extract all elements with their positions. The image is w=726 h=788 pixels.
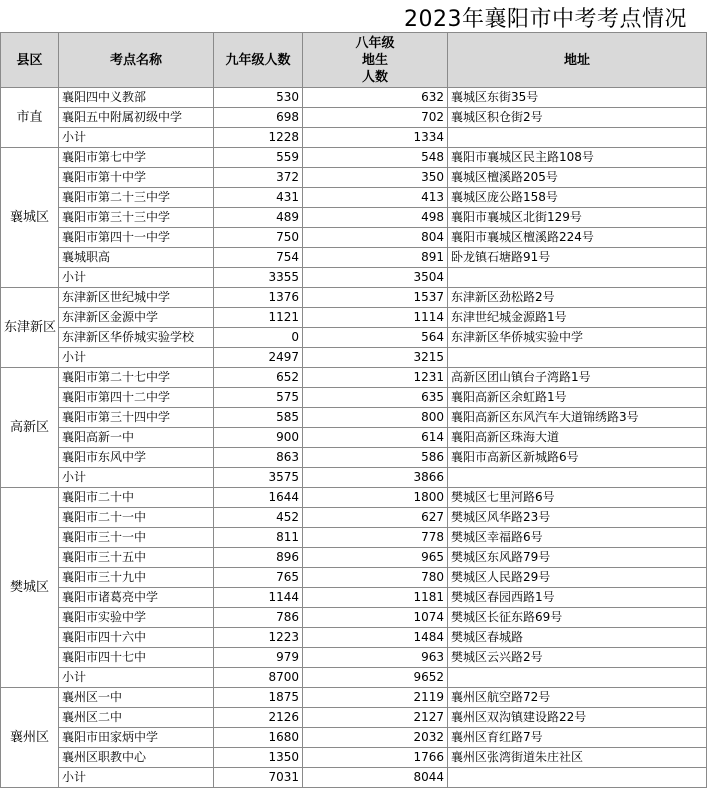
table-row: [1, 408, 707, 428]
subtotal-label: 小计: [59, 768, 214, 788]
site-name-cell: 襄州区二中: [59, 708, 214, 728]
table-row: [1, 208, 707, 228]
right-edge-column: [706, 32, 726, 788]
address-cell: 襄城区积仓街2号: [448, 108, 707, 128]
grade8-cell: 350: [303, 168, 448, 188]
site-name-cell: 襄州区职教中心: [59, 748, 214, 768]
grade8-cell: 702: [303, 108, 448, 128]
header-grade9: 九年级人数: [214, 33, 303, 88]
site-name-cell: 襄阳市三十九中: [59, 568, 214, 588]
grade9-cell: 559: [214, 148, 303, 168]
address-cell: 樊城区七里河路6号: [448, 488, 707, 508]
site-name-cell: 襄阳高新一中: [59, 428, 214, 448]
grade9-cell: 754: [214, 248, 303, 268]
table-row: [1, 228, 707, 248]
grade9-cell: 979: [214, 648, 303, 668]
address-cell: 襄阳高新区余虹路1号: [448, 388, 707, 408]
subtotal-grade9: 2497: [214, 348, 303, 368]
grade8-cell: 778: [303, 528, 448, 548]
subtotal-label: 小计: [59, 468, 214, 488]
subtotal-row: [1, 768, 707, 788]
grade8-cell: 1231: [303, 368, 448, 388]
site-name-cell: 襄阳市第四十二中学: [59, 388, 214, 408]
table-row: [1, 308, 707, 328]
grade9-cell: 811: [214, 528, 303, 548]
grade8-cell: 963: [303, 648, 448, 668]
county-cell: 东津新区: [1, 288, 59, 368]
subtotal-row: [1, 348, 707, 368]
table-row: [1, 188, 707, 208]
site-name-cell: 襄城职高: [59, 248, 214, 268]
grade8-cell: 1800: [303, 488, 448, 508]
grade9-cell: 1680: [214, 728, 303, 748]
grade9-cell: 765: [214, 568, 303, 588]
site-name-cell: 襄阳市第四十一中学: [59, 228, 214, 248]
grade8-cell: 564: [303, 328, 448, 348]
subtotal-grade8: 3866: [303, 468, 448, 488]
address-cell: 樊城区春城路: [448, 628, 707, 648]
site-name-cell: 襄阳市四十七中: [59, 648, 214, 668]
address-cell: 襄州区张湾街道朱庄社区: [448, 748, 707, 768]
header-grade8: 八年级 地生 人数: [303, 33, 448, 88]
table-row: [1, 108, 707, 128]
grade9-cell: 1644: [214, 488, 303, 508]
table-row: [1, 448, 707, 468]
table-row: [1, 588, 707, 608]
table-row: [1, 88, 707, 108]
site-name-cell: 东津新区世纪城中学: [59, 288, 214, 308]
subtotal-grade9: 3575: [214, 468, 303, 488]
grade9-cell: 863: [214, 448, 303, 468]
subtotal-row: [1, 468, 707, 488]
subtotal-address-empty: [448, 128, 707, 148]
table-row: [1, 608, 707, 628]
table-row: [1, 368, 707, 388]
grade8-cell: 1537: [303, 288, 448, 308]
grade9-cell: 431: [214, 188, 303, 208]
table-body: [1, 88, 707, 788]
table-row: [1, 488, 707, 508]
exam-site-table: [0, 32, 707, 788]
subtotal-grade9: 3355: [214, 268, 303, 288]
grade9-cell: 1144: [214, 588, 303, 608]
grade9-cell: 585: [214, 408, 303, 428]
grade8-cell: 413: [303, 188, 448, 208]
address-cell: 樊城区东风路79号: [448, 548, 707, 568]
grade9-cell: 0: [214, 328, 303, 348]
grade9-cell: 575: [214, 388, 303, 408]
address-cell: 樊城区人民路29号: [448, 568, 707, 588]
subtotal-grade9: 7031: [214, 768, 303, 788]
address-cell: 樊城区幸福路6号: [448, 528, 707, 548]
site-name-cell: 襄阳市三十一中: [59, 528, 214, 548]
site-name-cell: 襄阳五中附属初级中学: [59, 108, 214, 128]
header-row: [1, 33, 707, 88]
grade9-cell: 1223: [214, 628, 303, 648]
subtotal-row: [1, 268, 707, 288]
title-bar: [0, 0, 726, 32]
county-cell: 襄州区: [1, 688, 59, 788]
address-cell: 襄阳高新区珠海大道: [448, 428, 707, 448]
site-name-cell: 襄阳市四十六中: [59, 628, 214, 648]
address-cell: 卧龙镇石塘路91号: [448, 248, 707, 268]
subtotal-grade9: 1228: [214, 128, 303, 148]
grade8-cell: 780: [303, 568, 448, 588]
table-row: [1, 628, 707, 648]
address-cell: 襄阳市襄城区北街129号: [448, 208, 707, 228]
header-site-name: 考点名称: [59, 33, 214, 88]
grade9-cell: 652: [214, 368, 303, 388]
table-row: [1, 548, 707, 568]
address-cell: 樊城区春园西路1号: [448, 588, 707, 608]
grade9-cell: 1875: [214, 688, 303, 708]
table-row: [1, 148, 707, 168]
table-row: [1, 508, 707, 528]
table-row: [1, 428, 707, 448]
table-row: [1, 168, 707, 188]
site-name-cell: 襄阳市三十五中: [59, 548, 214, 568]
subtotal-address-empty: [448, 268, 707, 288]
table-row: [1, 388, 707, 408]
grade8-cell: 2032: [303, 728, 448, 748]
header-county: 县区: [1, 33, 59, 88]
grade9-cell: 786: [214, 608, 303, 628]
site-name-cell: 襄阳市诸葛亮中学: [59, 588, 214, 608]
subtotal-address-empty: [448, 468, 707, 488]
site-name-cell: 襄阳市第二十七中学: [59, 368, 214, 388]
grade8-cell: 1114: [303, 308, 448, 328]
grade8-cell: 804: [303, 228, 448, 248]
county-cell: 襄城区: [1, 148, 59, 288]
subtotal-label: 小计: [59, 128, 214, 148]
grade9-cell: 452: [214, 508, 303, 528]
subtotal-address-empty: [448, 768, 707, 788]
subtotal-row: [1, 668, 707, 688]
grade9-cell: 896: [214, 548, 303, 568]
grade9-cell: 1350: [214, 748, 303, 768]
grade8-cell: 632: [303, 88, 448, 108]
grade8-cell: 800: [303, 408, 448, 428]
table-row: [1, 328, 707, 348]
grade8-cell: 586: [303, 448, 448, 468]
address-cell: 襄阳市襄城区民主路108号: [448, 148, 707, 168]
grade9-cell: 372: [214, 168, 303, 188]
table-row: [1, 748, 707, 768]
table-row: [1, 248, 707, 268]
subtotal-grade9: 8700: [214, 668, 303, 688]
address-cell: 高新区团山镇台子湾路1号: [448, 368, 707, 388]
site-name-cell: 襄阳四中义教部: [59, 88, 214, 108]
site-name-cell: 襄阳市第十中学: [59, 168, 214, 188]
address-cell: 樊城区风华路23号: [448, 508, 707, 528]
grade9-cell: 900: [214, 428, 303, 448]
grade8-cell: 614: [303, 428, 448, 448]
site-name-cell: 襄阳市东风中学: [59, 448, 214, 468]
table-row: [1, 288, 707, 308]
site-name-cell: 襄州区一中: [59, 688, 214, 708]
table-row: [1, 568, 707, 588]
site-name-cell: 襄阳市第三十三中学: [59, 208, 214, 228]
address-cell: 襄城区东街35号: [448, 88, 707, 108]
grade8-cell: 635: [303, 388, 448, 408]
site-name-cell: 襄阳市实验中学: [59, 608, 214, 628]
address-cell: 襄阳高新区东风汽车大道锦绣路3号: [448, 408, 707, 428]
table-row: [1, 708, 707, 728]
address-cell: 樊城区长征东路69号: [448, 608, 707, 628]
site-name-cell: 襄阳市第三十四中学: [59, 408, 214, 428]
address-cell: 襄州区双沟镇建设路22号: [448, 708, 707, 728]
site-name-cell: 襄阳市第二十三中学: [59, 188, 214, 208]
table-row: [1, 648, 707, 668]
subtotal-row: [1, 128, 707, 148]
site-name-cell: 东津新区华侨城实验学校: [59, 328, 214, 348]
grade8-cell: 1181: [303, 588, 448, 608]
grade9-cell: 1121: [214, 308, 303, 328]
grade8-cell: 965: [303, 548, 448, 568]
grade9-cell: 698: [214, 108, 303, 128]
table-row: [1, 528, 707, 548]
grade8-cell: 2119: [303, 688, 448, 708]
subtotal-grade8: 3504: [303, 268, 448, 288]
grade9-cell: 1376: [214, 288, 303, 308]
page-title: 2023年襄阳市中考考点情况: [404, 7, 687, 32]
grade8-cell: 548: [303, 148, 448, 168]
site-name-cell: 襄阳市第七中学: [59, 148, 214, 168]
subtotal-grade8: 9652: [303, 668, 448, 688]
grade8-cell: 891: [303, 248, 448, 268]
grade8-cell: 2127: [303, 708, 448, 728]
subtotal-label: 小计: [59, 668, 214, 688]
address-cell: 襄阳市高新区新城路6号: [448, 448, 707, 468]
grade8-cell: 627: [303, 508, 448, 528]
subtotal-grade8: 1334: [303, 128, 448, 148]
grade9-cell: 530: [214, 88, 303, 108]
subtotal-grade8: 3215: [303, 348, 448, 368]
site-name-cell: 襄阳市二十中: [59, 488, 214, 508]
site-name-cell: 襄阳市二十一中: [59, 508, 214, 528]
county-cell: 樊城区: [1, 488, 59, 688]
site-name-cell: 襄阳市田家炳中学: [59, 728, 214, 748]
table-row: [1, 688, 707, 708]
county-cell: 市直: [1, 88, 59, 148]
address-cell: 东津新区华侨城实验中学: [448, 328, 707, 348]
address-cell: 襄城区庞公路158号: [448, 188, 707, 208]
address-cell: 襄阳市襄城区檀溪路224号: [448, 228, 707, 248]
address-cell: 樊城区云兴路2号: [448, 648, 707, 668]
subtotal-grade8: 8044: [303, 768, 448, 788]
address-cell: 襄城区檀溪路205号: [448, 168, 707, 188]
grade9-cell: 750: [214, 228, 303, 248]
address-cell: 东津新区劲松路2号: [448, 288, 707, 308]
subtotal-address-empty: [448, 348, 707, 368]
county-cell: 高新区: [1, 368, 59, 488]
site-name-cell: 东津新区金源中学: [59, 308, 214, 328]
grade9-cell: 489: [214, 208, 303, 228]
grade8-cell: 1766: [303, 748, 448, 768]
grade8-cell: 498: [303, 208, 448, 228]
grade8-cell: 1074: [303, 608, 448, 628]
grade8-cell: 1484: [303, 628, 448, 648]
address-cell: 襄州区航空路72号: [448, 688, 707, 708]
address-cell: 襄州区育红路7号: [448, 728, 707, 748]
subtotal-label: 小计: [59, 268, 214, 288]
table-row: [1, 728, 707, 748]
subtotal-address-empty: [448, 668, 707, 688]
header-address: 地址: [448, 33, 707, 88]
grade9-cell: 2126: [214, 708, 303, 728]
address-cell: 东津世纪城金源路1号: [448, 308, 707, 328]
subtotal-label: 小计: [59, 348, 214, 368]
